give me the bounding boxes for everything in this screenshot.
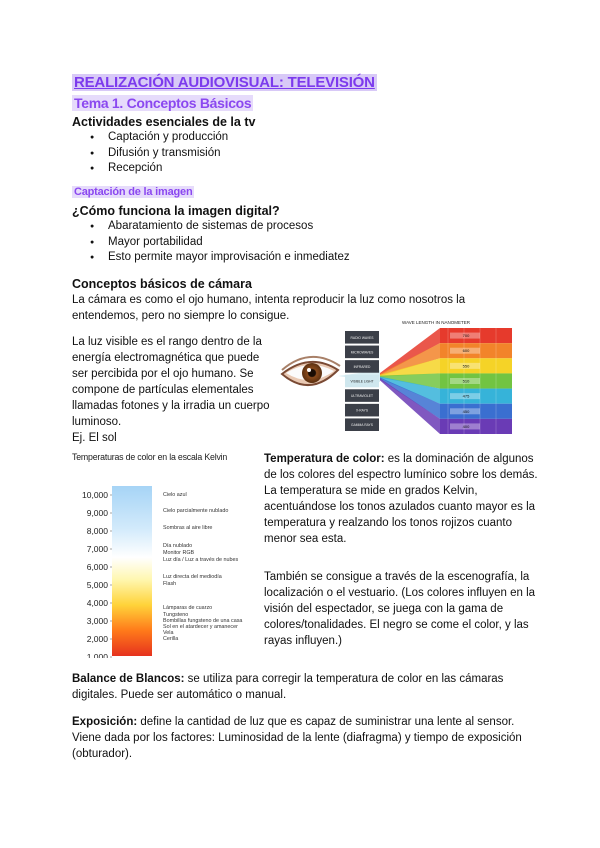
kelvin-label: Tungsteno bbox=[163, 612, 189, 618]
activities-list bbox=[90, 130, 228, 177]
kelvin-tick-label: 8,000 bbox=[86, 526, 108, 536]
kelvin-chart bbox=[72, 462, 252, 658]
kelvin-tick-label: 7,000 bbox=[86, 544, 108, 554]
kelvin-label: Cielo parcialmente nublado bbox=[163, 508, 229, 514]
kelvin-label: Lámparas de cuarzo bbox=[163, 605, 213, 611]
kelvin-label: Vela bbox=[163, 630, 174, 636]
kelvin-label: Luz directa del mediodía bbox=[163, 574, 222, 580]
kelvin-title: Temperaturas de color en la escala Kelvin bbox=[72, 452, 228, 462]
spectrum-band-value: 510 bbox=[462, 378, 470, 384]
spectrum-left-label: MICROWAVES bbox=[350, 350, 374, 355]
activities-heading: Actividades esenciales de la tv bbox=[72, 115, 256, 129]
kelvin-label: Bombillas fungsteno de una casa bbox=[163, 618, 243, 624]
kelvin-scale-figure bbox=[72, 452, 252, 658]
list-item: ● Mayor portabilidad bbox=[90, 235, 350, 251]
spectrum-band-value: 550 bbox=[462, 363, 470, 369]
camera-heading: Conceptos básicos de cámara bbox=[72, 277, 252, 291]
kelvin-tick-label: 6,000 bbox=[86, 562, 108, 572]
color-temperature-text: Temperatura de color: es la dominación de algunos de los colores del espectro lumínico sobre los demás. La temperatura se mide en grados Kelvin, acentuándose los tonos azulados cuanto mayor es la temperatura y realzando los tonos rojizos cuanto menor sea esta. bbox=[264, 453, 538, 545]
spectrum-left-label: INFRARED bbox=[353, 364, 371, 369]
section-heading-capture: Captación de la imagen bbox=[74, 186, 193, 198]
kelvin-tick-label: 2,000 bbox=[86, 634, 108, 644]
spectrum-left-label: VISIBLE LIGHT bbox=[350, 379, 374, 384]
white-balance-paragraph: Balance de Blancos: se utiliza para corregir la temperatura de color en las cámaras digitales. Puede ser automático o manual. bbox=[72, 673, 504, 701]
spectrum-rays bbox=[380, 328, 440, 434]
kelvin-tick-label: 3,000 bbox=[86, 616, 108, 626]
spectrum-left-label: RADIO WAVES bbox=[350, 335, 374, 340]
capture-list bbox=[90, 219, 350, 266]
list-item: ● Abaratamiento de sistemas de procesos bbox=[90, 219, 350, 235]
kelvin-label: Sombras al aire libre bbox=[163, 525, 213, 531]
kelvin-tick-label: 1,000 bbox=[86, 652, 108, 658]
spectrum-left-label: ULTRAVIOLET bbox=[350, 394, 374, 399]
list-item: ● Difusión y transmisión bbox=[90, 146, 228, 162]
kelvin-label: Flash bbox=[163, 581, 177, 587]
spectrum-band-value: 475 bbox=[462, 393, 470, 399]
kelvin-tick-label: 5,000 bbox=[86, 580, 108, 590]
visible-light-text: La luz visible es el rango dentro de la energía electromagnética que puede ser percibida por el ojo humano. Se compone de partículas elementales llamadas fotones y la irradia un cuerpo luminoso. Ej. El sol bbox=[72, 336, 270, 444]
spectrum-left-labels bbox=[345, 331, 379, 431]
document-title: REALIZACIÓN AUDIOVISUAL: TELEVISIÓN bbox=[74, 74, 375, 91]
kelvin-tick-label: 4,000 bbox=[86, 598, 108, 608]
camera-intro: La cámara es como el ojo humano, intenta reproducir la luz como nosotros la entendemos, pero no siempre lo consigue. bbox=[72, 294, 466, 322]
scenography-text: También se consigue a través de la escenografía, la localización o el vestuario. (Los colores influyen en la visión del espectador, se juega con la gama de colores/tonalidades. El negro se come el color, y las rayas influyen.) bbox=[264, 571, 536, 647]
spectrum-left-label: GAMMA RAYS bbox=[351, 423, 373, 428]
list-item: ● Recepción bbox=[90, 161, 228, 177]
kelvin-tick-label: 9,000 bbox=[86, 508, 108, 518]
spectrum-band-value: 400 bbox=[462, 423, 470, 429]
list-item: ● Esto permite mayor improvisación e inmediatez bbox=[90, 250, 350, 266]
spectrum-header: WAVE LENGTH IN NANOMETER bbox=[401, 320, 471, 325]
eye-spectrum-illustration bbox=[280, 318, 520, 434]
kelvin-label: Cerilla bbox=[163, 636, 179, 642]
topic-subtitle: Tema 1. Conceptos Básicos bbox=[74, 95, 252, 111]
spectrum-band-value: 600 bbox=[462, 348, 470, 354]
spectrum-bands bbox=[440, 328, 512, 434]
kelvin-tick-label: 10,000 bbox=[82, 490, 108, 500]
color-temperature-term: Temperatura de color: bbox=[264, 453, 385, 465]
kelvin-label: Cielo azul bbox=[163, 492, 187, 498]
kelvin-label: Monitor RGB bbox=[163, 550, 195, 556]
kelvin-label: Luz día / Luz a través de nubes bbox=[163, 557, 239, 563]
kelvin-label: Sol en el atardecer y amanecer bbox=[163, 624, 238, 630]
white-balance-term: Balance de Blancos: bbox=[72, 673, 185, 685]
exposure-term: Exposición: bbox=[72, 716, 138, 728]
spectrum-band-value: 450 bbox=[462, 408, 470, 414]
digital-image-question: ¿Cómo funciona la imagen digital? bbox=[72, 204, 280, 218]
eye-icon bbox=[282, 357, 340, 385]
kelvin-label: Día nublado bbox=[163, 543, 193, 549]
list-item: ● Captación y producción bbox=[90, 130, 228, 146]
spectrum-left-label: X-RAYS bbox=[355, 408, 369, 413]
spectrum-band-value: 700 bbox=[462, 333, 470, 339]
kelvin-gradient-bar bbox=[112, 486, 152, 656]
exposure-paragraph: Exposición: define la cantidad de luz que es capaz de suministrar una lente al sensor. Viene dada por los factores: Luminosidad de la lente (diafragma) y tiempo de exposición (obturador). bbox=[72, 716, 522, 760]
